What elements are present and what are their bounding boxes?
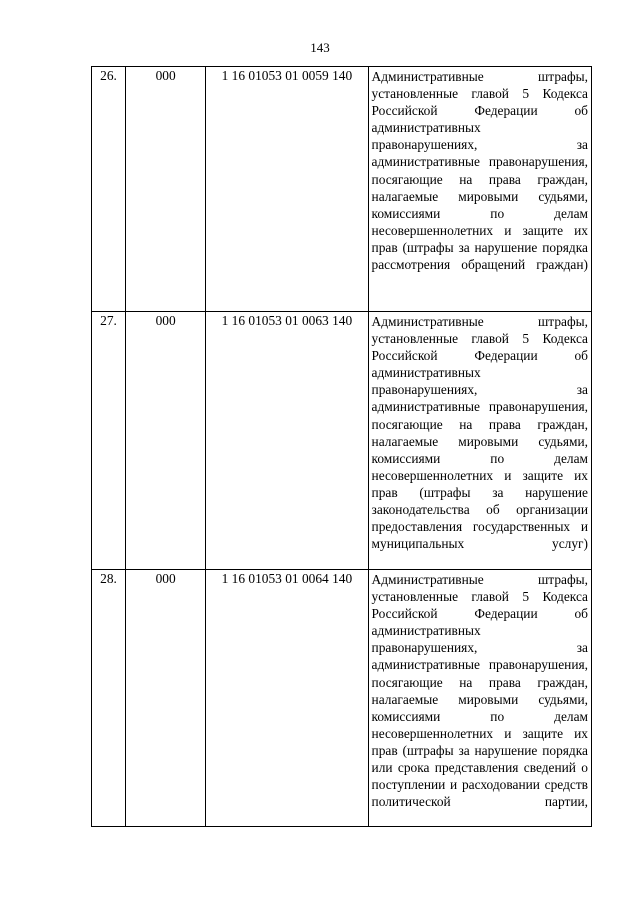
description-cell (368, 67, 591, 312)
income-code-cell: 1 16 01053 01 0059 140 (206, 67, 368, 312)
description-cell (368, 570, 591, 827)
income-codes-table (91, 66, 592, 827)
page-number: 143 (310, 40, 330, 55)
table-row (92, 570, 592, 827)
row-number-cell: 27. (92, 312, 126, 570)
description-text: Административные штрафы, установленные главой 5 Кодекса Российской Федерации об административных правонарушениях, за административные правонарушения, посягающие на права граждан, налагаемые мировыми судьями, комиссиями по делам несовершеннолетних и защите их прав (штрафы за нарушение порядка рассмотрения обращений граждан) (371, 69, 588, 273)
administrator-code-cell: 000 (126, 312, 206, 570)
administrator-code-cell: 000 (126, 67, 206, 312)
description-text: Административные штрафы, установленные главой 5 Кодекса Российской Федерации об административных правонарушениях, за административные правонарушения, посягающие на права граждан, налагаемые мировыми судьями, комиссиями по делам несовершеннолетних и защите их прав (штрафы за нарушение порядка или срока представления сведений о поступлении и расходовании средств политической партии, (371, 572, 588, 810)
row-number-cell: 28. (92, 570, 126, 827)
table-row (92, 67, 592, 312)
row-number-cell: 26. (92, 67, 126, 312)
table-row (92, 312, 592, 570)
description-text: Административные штрафы, установленные главой 5 Кодекса Российской Федерации об административных правонарушениях, за административные правонарушения, посягающие на права граждан, налагаемые мировыми судьями, комиссиями по делам несовершеннолетних и защите их прав (штрафы за нарушение законодательства об организации предоставления государственных и муниципальных услуг) (371, 314, 588, 552)
description-cell (368, 312, 591, 570)
income-code-cell: 1 16 01053 01 0064 140 (206, 570, 368, 827)
administrator-code-cell: 000 (126, 570, 206, 827)
income-code-cell: 1 16 01053 01 0063 140 (206, 312, 368, 570)
